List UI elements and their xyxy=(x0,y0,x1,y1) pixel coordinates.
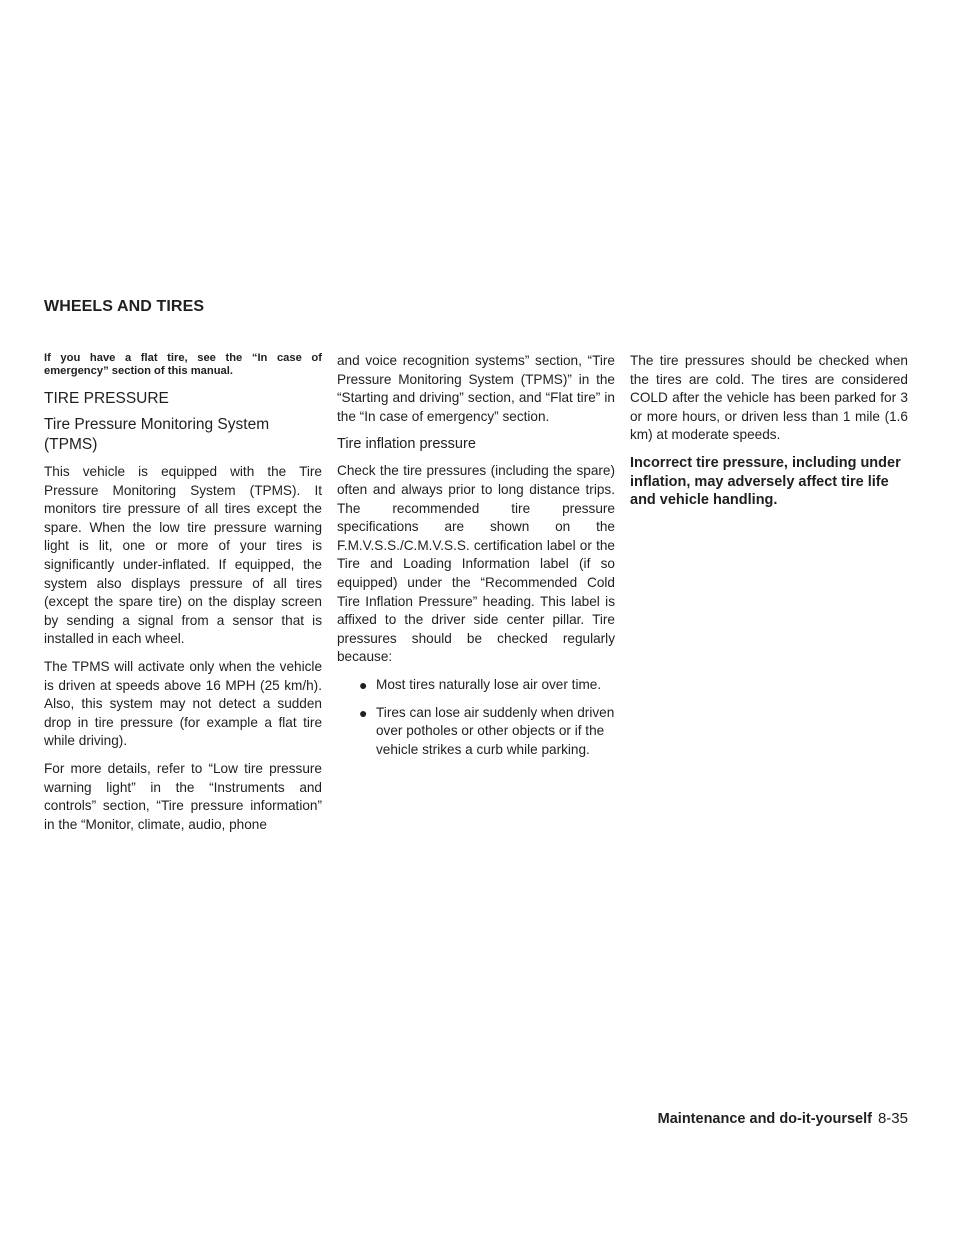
heading-tpms: Tire Pressure Monitoring System (TPMS) xyxy=(44,416,270,453)
list-item xyxy=(359,704,615,760)
section-title: WHEELS AND TIRES xyxy=(44,298,205,315)
heading-tire-pressure: TIRE PRESSURE xyxy=(44,390,169,407)
column-left xyxy=(44,352,322,843)
list-item xyxy=(359,676,615,695)
paragraph-more-details: For more details, refer to “Low tire pressure warning light” in the “Instruments and controls” section, “Tire pressure information” in the “Monitor, climate, audio, phone xyxy=(44,760,322,832)
heading-tire-inflation: Tire inflation pressure xyxy=(337,436,476,453)
column-middle xyxy=(337,352,615,768)
paragraph-more-details-cont: and voice recognition systems” section, “Tire Pressure Monitoring System (TPMS)” in the “Starting and driving” section, and “Flat tire” in the “In case of emergency” section. xyxy=(337,353,615,424)
page-number: 8-35 xyxy=(877,1110,908,1127)
flat-tire-note: If you have a flat tire, see the “In case of emergency” section of this manual. xyxy=(44,352,322,377)
paragraph-check-pressures: Check the tire pressures (including the spare) often and always prior to long distance trips. The recommended tire pressure specifications are shown on the F.M.V.S.S./C.M.V.S.S. certification label or the Tire and Loading Information label (if so equipped) under the “Recommended Cold Tire Inflation Pressure” heading. This label is affixed to the driver side center pillar. Tire pressures should be checked regularly because: xyxy=(337,463,615,665)
list-item-text: Most tires naturally lose air over time. xyxy=(376,676,602,692)
bullet-icon: ● xyxy=(359,704,368,721)
page-footer xyxy=(658,1110,908,1127)
footer-section-name: Maintenance and do-it-yourself xyxy=(657,1111,872,1127)
list-item-text: Tires can lose air suddenly when driven over potholes or other objects or if the vehicle strikes a curb while parking. xyxy=(376,704,615,757)
column-right xyxy=(630,352,908,519)
warning-incorrect-pressure: Incorrect tire pressure, including under inflation, may adversely affect tire life and vehicle handling. xyxy=(630,454,901,509)
paragraph-cold-tires: The tire pressures should be checked when the tires are cold. The tires are considered COLD after the vehicle has been parked for 3 or more hours, or driven less than 1 mile (1.6 km) at moderate speeds. xyxy=(630,353,908,443)
paragraph-tpms-intro: This vehicle is equipped with the Tire Pressure Monitoring System (TPMS). It monitors tire pressure of all tires except the spare. When the low tire pressure warning light is lit, one or more of your tires is significantly under-inflated. If equipped, the system also displays pressure of all tires (except the spare tire) on the display screen by sending a signal from a sensor that is installed in each wheel. xyxy=(44,464,322,647)
reasons-list xyxy=(337,676,615,759)
paragraph-tpms-activation: The TPMS will activate only when the vehicle is driven at speeds above 16 MPH (25 km/h). Also, this system may not detect a sudden drop in tire pressure (for example a flat tire while driving). xyxy=(44,658,322,749)
bullet-icon: ● xyxy=(359,676,368,693)
